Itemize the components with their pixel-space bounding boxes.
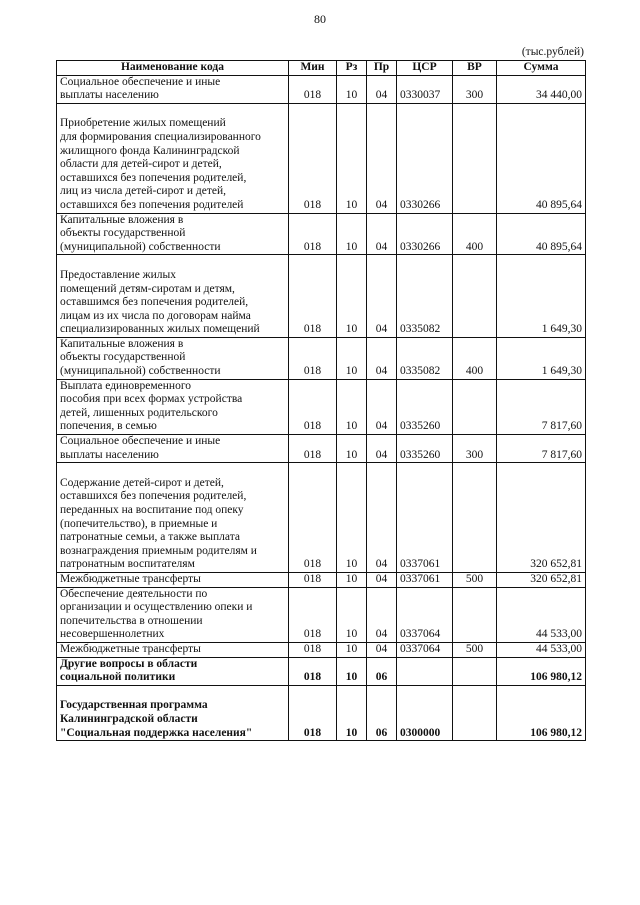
- cell-min: 018: [289, 255, 337, 338]
- cell-name: Межбюджетные трансферты: [57, 642, 289, 657]
- cell-sum: 1 649,30: [497, 255, 586, 338]
- cell-min: 018: [289, 379, 337, 434]
- cell-min: 018: [289, 463, 337, 573]
- cell-rz: 10: [337, 657, 367, 685]
- table-row: [57, 657, 586, 685]
- cell-vr: [453, 685, 497, 740]
- cell-csr: 0337064: [397, 642, 453, 657]
- cell-sum: 320 652,81: [497, 572, 586, 587]
- table-row: [57, 103, 586, 213]
- cell-rz: 10: [337, 642, 367, 657]
- table-row: [57, 685, 586, 740]
- cell-vr: [453, 255, 497, 338]
- cell-rz: 10: [337, 587, 367, 642]
- cell-min: 018: [289, 213, 337, 255]
- table-row: [57, 572, 586, 587]
- page-number: 80: [314, 12, 326, 26]
- cell-rz: 10: [337, 213, 367, 255]
- cell-name: Межбюджетные трансферты: [57, 572, 289, 587]
- cell-csr: 0335082: [397, 255, 453, 338]
- cell-name: Социальное обеспечение и иные выплаты населению: [57, 75, 289, 103]
- cell-csr: 0337061: [397, 572, 453, 587]
- cell-vr: 500: [453, 572, 497, 587]
- table-row: [57, 463, 586, 573]
- cell-min: 018: [289, 642, 337, 657]
- cell-sum: 320 652,81: [497, 463, 586, 573]
- cell-sum: 106 980,12: [497, 657, 586, 685]
- cell-csr: 0330266: [397, 213, 453, 255]
- cell-pr: 06: [367, 685, 397, 740]
- table-row: [57, 213, 586, 255]
- cell-csr: 0337064: [397, 587, 453, 642]
- cell-csr: 0300000: [397, 685, 453, 740]
- cell-name: Приобретение жилых помещений для формирования специализированного жилищного фонда Калининградской области для детей-сирот и детей, оставшихся без попечения родителей, лиц из числа детей-сирот и детей, оставшихся без попечения родителей: [57, 103, 289, 213]
- cell-name: Социальное обеспечение и иные выплаты населению: [57, 435, 289, 463]
- header-min: Мин: [289, 61, 337, 76]
- header-name: Наименование кода: [57, 61, 289, 76]
- cell-min: 018: [289, 75, 337, 103]
- cell-rz: 10: [337, 435, 367, 463]
- header-pr: Пр: [367, 61, 397, 76]
- cell-sum: 7 817,60: [497, 435, 586, 463]
- cell-csr: [397, 657, 453, 685]
- cell-min: 018: [289, 337, 337, 379]
- table-body: [57, 75, 586, 741]
- cell-name: Капитальные вложения в объекты государственной (муниципальной) собственности: [57, 213, 289, 255]
- cell-pr: 06: [367, 657, 397, 685]
- cell-name: Другие вопросы в области социальной политики: [57, 657, 289, 685]
- header-vr: ВР: [453, 61, 497, 76]
- table-row: [57, 337, 586, 379]
- cell-sum: 40 895,64: [497, 103, 586, 213]
- cell-name: Выплата единовременного пособия при всех формах устройства детей, лишенных родительского попечения, в семью: [57, 379, 289, 434]
- table-row: [57, 379, 586, 434]
- cell-name: Предоставление жилых помещений детям-сиротам и детям, оставшимся без попечения родителей, лицам из их числа по договорам найма специализированных жилых помещений: [57, 255, 289, 338]
- cell-min: 018: [289, 587, 337, 642]
- cell-min: 018: [289, 657, 337, 685]
- cell-vr: 500: [453, 642, 497, 657]
- cell-sum: 44 533,00: [497, 587, 586, 642]
- table-row: [57, 255, 586, 338]
- cell-csr: 0335260: [397, 379, 453, 434]
- header-sum: Сумма: [497, 61, 586, 76]
- cell-rz: 10: [337, 255, 367, 338]
- cell-pr: 04: [367, 642, 397, 657]
- cell-rz: 10: [337, 463, 367, 573]
- table-header-row: [57, 61, 586, 76]
- cell-min: 018: [289, 435, 337, 463]
- cell-pr: 04: [367, 213, 397, 255]
- cell-name: Обеспечение деятельности по организации и осуществлению опеки и попечительства в отношении несовершеннолетних: [57, 587, 289, 642]
- cell-sum: 1 649,30: [497, 337, 586, 379]
- cell-vr: [453, 379, 497, 434]
- cell-pr: 04: [367, 75, 397, 103]
- cell-sum: 40 895,64: [497, 213, 586, 255]
- header-csr: ЦСР: [397, 61, 453, 76]
- cell-vr: [453, 463, 497, 573]
- cell-vr: [453, 103, 497, 213]
- cell-rz: 10: [337, 75, 367, 103]
- units-label: (тыс.рублей): [521, 46, 584, 58]
- cell-rz: 10: [337, 337, 367, 379]
- header-rz: Рз: [337, 61, 367, 76]
- cell-pr: 04: [367, 255, 397, 338]
- budget-table: [56, 60, 586, 741]
- cell-csr: 0330266: [397, 103, 453, 213]
- cell-pr: 04: [367, 337, 397, 379]
- cell-pr: 04: [367, 463, 397, 573]
- cell-sum: 7 817,60: [497, 379, 586, 434]
- cell-csr: 0330037: [397, 75, 453, 103]
- cell-vr: 300: [453, 435, 497, 463]
- cell-pr: 04: [367, 103, 397, 213]
- cell-pr: 04: [367, 572, 397, 587]
- table-row: [57, 435, 586, 463]
- cell-min: 018: [289, 103, 337, 213]
- cell-name: Капитальные вложения в объекты государственной (муниципальной) собственности: [57, 337, 289, 379]
- cell-pr: 04: [367, 379, 397, 434]
- cell-vr: 400: [453, 213, 497, 255]
- cell-vr: [453, 657, 497, 685]
- cell-name: Содержание детей-сирот и детей, оставшихся без попечения родителей, переданных на воспитание под опеку (попечительство), в приемные и патронатные семьи, а также выплата вознаграждения приемным родителям и патронатным воспитателям: [57, 463, 289, 573]
- cell-pr: 04: [367, 435, 397, 463]
- cell-sum: 106 980,12: [497, 685, 586, 740]
- cell-rz: 10: [337, 379, 367, 434]
- cell-rz: 10: [337, 685, 367, 740]
- cell-rz: 10: [337, 103, 367, 213]
- cell-min: 018: [289, 572, 337, 587]
- table-row: [57, 642, 586, 657]
- table-row: [57, 75, 586, 103]
- table-row: [57, 587, 586, 642]
- cell-csr: 0335260: [397, 435, 453, 463]
- cell-sum: 34 440,00: [497, 75, 586, 103]
- cell-sum: 44 533,00: [497, 642, 586, 657]
- cell-rz: 10: [337, 572, 367, 587]
- cell-vr: [453, 587, 497, 642]
- cell-vr: 400: [453, 337, 497, 379]
- cell-csr: 0335082: [397, 337, 453, 379]
- cell-csr: 0337061: [397, 463, 453, 573]
- cell-name: Государственная программа Калининградской области "Социальная поддержка населения": [57, 685, 289, 740]
- cell-min: 018: [289, 685, 337, 740]
- cell-vr: 300: [453, 75, 497, 103]
- cell-pr: 04: [367, 587, 397, 642]
